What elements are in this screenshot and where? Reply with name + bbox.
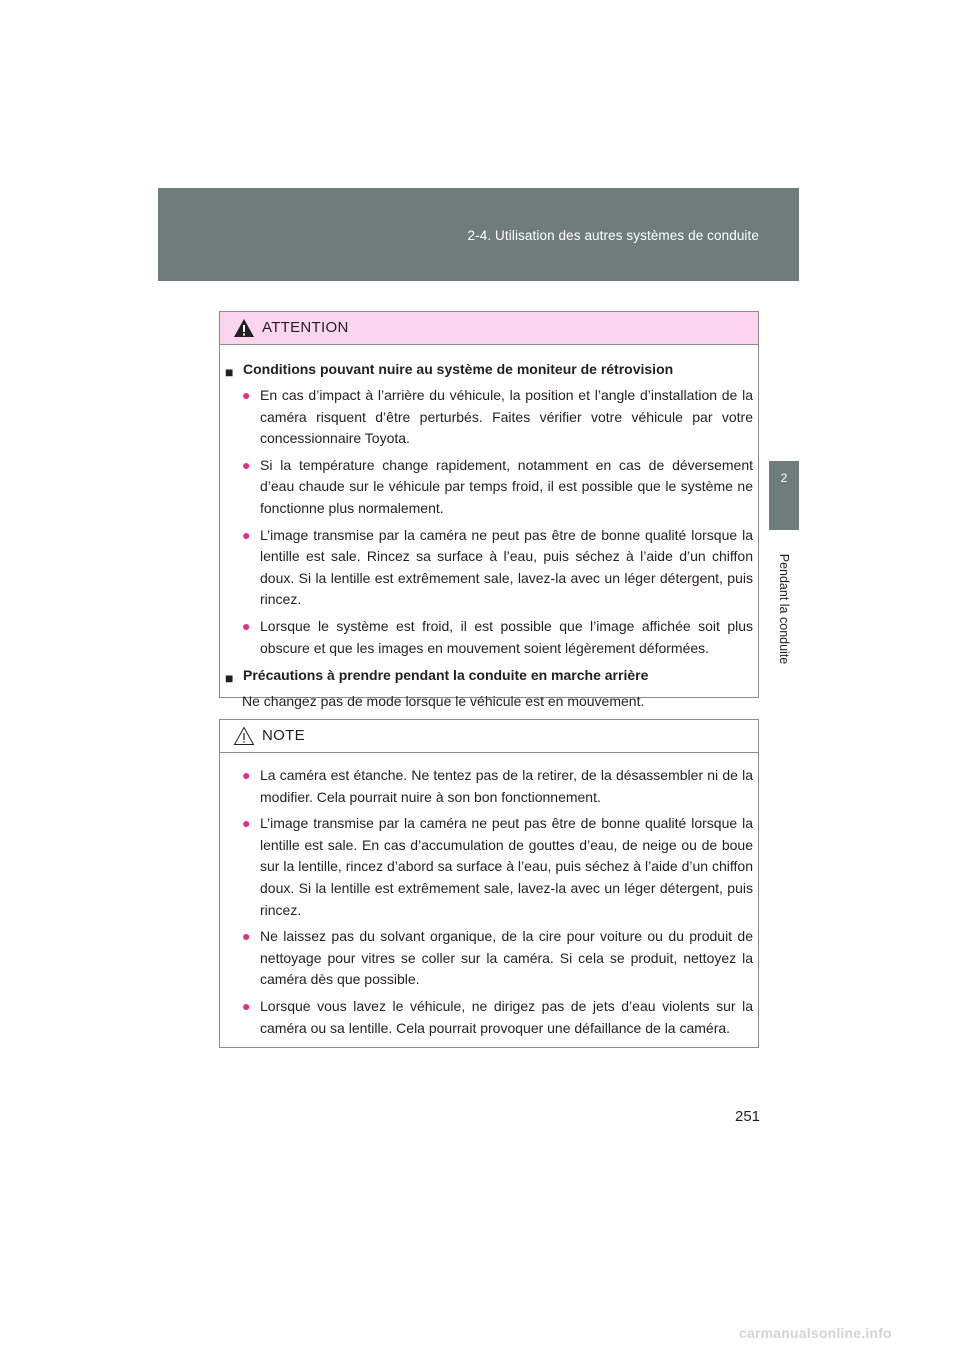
list-item bbox=[225, 813, 753, 921]
paragraph: Ne changez pas de mode lorsque le véhicule est en mouvement. bbox=[242, 693, 645, 710]
list-item bbox=[225, 525, 753, 611]
heading-text: Conditions pouvant nuire au système de moniteur de rétrovision bbox=[243, 361, 674, 377]
warning-triangle-filled-icon bbox=[233, 318, 255, 338]
attention-header bbox=[220, 312, 758, 345]
round-bullet-icon: ● bbox=[242, 387, 251, 403]
chapter-number: 2 bbox=[780, 471, 788, 485]
list-item-text: Lorsque vous lavez le véhicule, ne dirigez pas de jets d’eau violents sur la caméra ou sa lentille. Cela pourrait provoquer une défaillance de la caméra. bbox=[260, 997, 753, 1036]
round-bullet-icon: ● bbox=[242, 617, 251, 634]
section-title: 2-4. Utilisation des autres systèmes de conduite bbox=[467, 228, 759, 243]
chapter-label: Pendant la conduite bbox=[777, 553, 791, 665]
list-item-text: En cas d’impact à l’arrière du véhicule, la position et l’angle d’installation de la caméra risquent d’être perturbés. Faites vérifier votre véhicule par votre concessionnaire Toyota. bbox=[260, 387, 753, 447]
square-bullet-icon: ■ bbox=[225, 364, 234, 380]
note-content bbox=[220, 753, 758, 1039]
list-item-text: Lorsque le système est froid, il est possible que l’image affichée soit plus obscure et que les images en mouvement soient légèrement déformées. bbox=[260, 617, 753, 656]
list-item-text: L’image transmise par la caméra ne peut pas être de bonne qualité lorsque la lentille est sale. En cas d’accumulation de gouttes d’eau, de neige ou de boue sur la lentille, rincez d’abord sa surface à l’eau, puis séchez à l’aide d’un chiffon doux. Si la lentille est extrêmement sale, lavez-la avec un léger détergent, puis rincez. bbox=[260, 815, 753, 918]
attention-section-heading bbox=[225, 665, 753, 686]
chapter-label-container bbox=[770, 544, 798, 674]
attention-title: ATTENTION bbox=[262, 319, 349, 336]
round-bullet-icon: ● bbox=[242, 526, 251, 543]
list-item bbox=[225, 765, 753, 808]
attention-box bbox=[219, 311, 759, 710]
round-bullet-icon: ● bbox=[242, 928, 251, 945]
list-item bbox=[225, 926, 753, 991]
round-bullet-icon: ● bbox=[242, 997, 251, 1014]
list-item-text: Si la température change rapidement, notamment en cas de déversement d’eau chaude sur le véhicule par temps froid, il est possible que le système ne fonctionne plus normalement. bbox=[260, 456, 753, 516]
list-item bbox=[225, 616, 753, 659]
chapter-tab bbox=[769, 461, 799, 530]
list-item-text: La caméra est étanche. Ne tentez pas de la retirer, de la désassembler ni de la modifier. Cela pourrait nuire à son bon fonctionnement. bbox=[260, 767, 753, 805]
page-number: 251 bbox=[735, 1108, 761, 1125]
note-title: NOTE bbox=[262, 727, 305, 744]
round-bullet-icon: ● bbox=[242, 767, 251, 783]
attention-section-heading bbox=[225, 359, 753, 380]
square-bullet-icon: ■ bbox=[225, 670, 234, 687]
list-item-text: Ne laissez pas du solvant organique, de la cire pour voiture ou du produit de nettoyage pour vitres se coller sur la caméra. Si cela se produit, nettoyez la caméra dès que possible. bbox=[260, 928, 753, 988]
round-bullet-icon: ● bbox=[242, 815, 251, 832]
list-item bbox=[225, 996, 753, 1039]
attention-content bbox=[220, 345, 758, 713]
note-header bbox=[220, 720, 758, 753]
round-bullet-icon: ● bbox=[242, 456, 251, 473]
heading-text: Précautions à prendre pendant la conduite en marche arrière bbox=[243, 667, 649, 684]
list-item-text: L’image transmise par la caméra ne peut pas être de bonne qualité lorsque la lentille est sale. Rincez sa surface à l’eau, puis séchez à l’aide d’un chiffon doux. Si la lentille est extrêmement sale, lavez-la avec un léger détergent, puis rincez. bbox=[260, 526, 753, 608]
note-box bbox=[219, 719, 759, 1048]
list-item bbox=[225, 385, 753, 450]
watermark: carmanualsonline.info bbox=[739, 1325, 892, 1341]
section-header-band bbox=[158, 188, 799, 281]
list-item bbox=[225, 455, 753, 520]
warning-triangle-outline-icon bbox=[233, 726, 255, 746]
